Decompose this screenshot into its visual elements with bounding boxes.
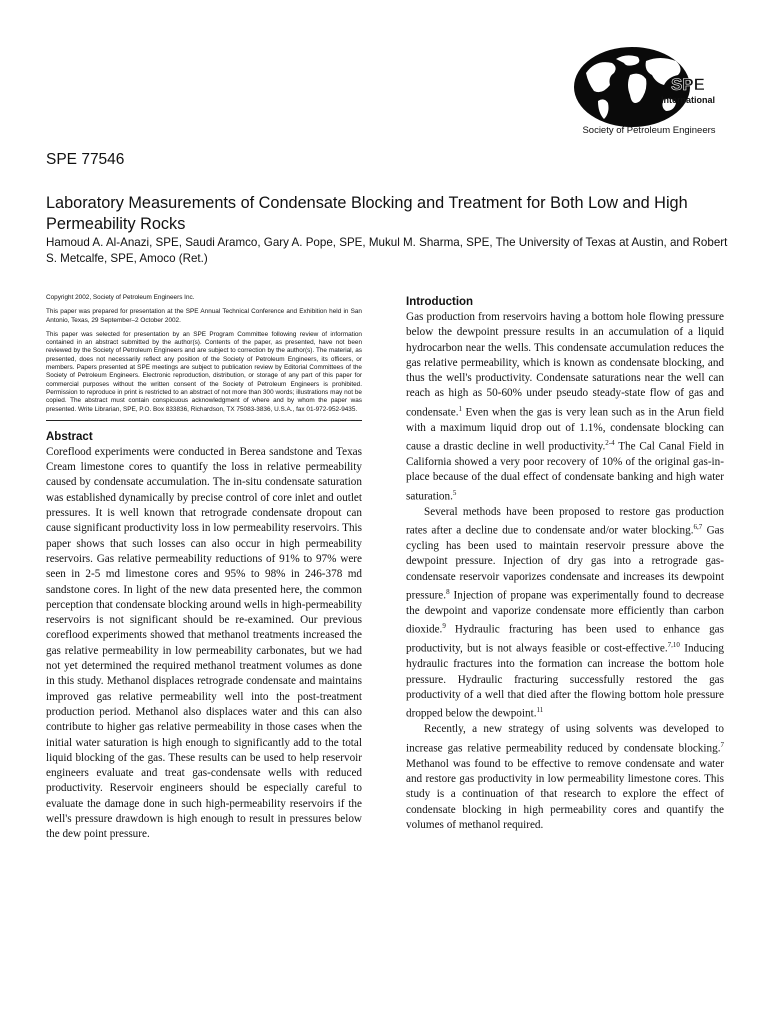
- introduction-paragraph-2: [406, 505, 724, 723]
- paper-number: SPE 77546: [46, 151, 125, 168]
- paragraph-text: Gas cycling has been used to maintain reservoir pressure above the dewpoint pressure. Injection of dry gas into a retrograde gas-condensate reservoir vaporizes condensate and increases its dewpoint pressure.: [406, 524, 724, 602]
- paragraph-text: Even when the gas is very lean such as in the Arun field with a maximum liquid drop out of 1.1%, condensate blocking can cause a drastic decline in well productivity.: [406, 406, 724, 453]
- copyright-notice: Copyright 2002, Society of Petroleum Engineers Inc.: [46, 294, 195, 301]
- reference-superscript: 2-4: [605, 439, 615, 448]
- logo-caption: Society of Petroleum Engineers: [582, 125, 716, 136]
- logo-subtitle: International: [660, 95, 716, 105]
- reference-superscript: 5: [452, 488, 457, 497]
- reference-superscript: 8: [446, 587, 450, 596]
- paragraph-text: Gas production from reservoirs having a bottom hole flowing pressure below the dewpoint pressure results in an accumulation of a liquid hydrocarbon near the wells. This condensate accumulation reduces the gas relative permeability, which is known as condensate blocking, and thus the well's productivity. Condensate saturations near the well can reach as high as 50-60% under pseudo steady-state flow of gas and condensate.: [406, 311, 724, 419]
- paragraph-text: The Cal Canal Field in California showed a very poor recovery of 10% of the original gas-in-place because of the dual effect of condensate banking and high water saturation.: [406, 440, 724, 503]
- reference-superscript: 9: [442, 622, 446, 631]
- reference-superscript: 1: [458, 404, 462, 413]
- paragraph-text: Inducing hydraulic fractures into the formation can increase the bottom hole pressure. Hydraulic fracturing successfully restored the gas productivity of a well that died after the flowing bottom hole pressure dropped below the dewpoint.: [406, 643, 724, 720]
- reference-superscript: 6,7: [693, 523, 703, 532]
- author-list: Hamoud A. Al-Anazi, SPE, Saudi Aramco, Gary A. Pope, SPE, Mukul M. Sharma, SPE, The University of Texas at Austin, and Robert S. Metcalfe, SPE, Amoco (Ret.): [46, 236, 728, 265]
- introduction-paragraph-3: [406, 722, 724, 833]
- paragraph-text: Methanol was found to be effective to remove condensate and water and restore gas productivity in low permeability limestone cores. This study is a continuation of that research to explore the effect of condensate blocking in high permeability cores and quantify the volumes of methanol required.: [406, 757, 724, 831]
- selection-note: This paper was selected for presentation by an SPE Program Committee following review of information contained in an abstract submitted by the author(s). Contents of the paper, as presented, have not been reviewed by the Society of Petroleum Engineers and are subject to correction by the author(s). The material, as presented, does not necessarily reflect any position of the Society of Petroleum Engineers, its officers, or members. Papers presented at SPE meetings are subject to publication review by Editorial Committees of the Society of Petroleum Engineers. Electronic reproduction, distribution, or storage of any part of this paper for commercial purposes without the written consent of the Society of Petroleum Engineers is prohibited. Permission to reproduce in print is restricted to an abstract of not more than 300 words; illustrations may not be copied. The abstract must contain conspicuous acknowledgment of where and by whom the paper was presented. Write Librarian, SPE, P.O. Box 833836, Richardson, TX 75083-3836, U.S.A., fax 01-972-952-9435.: [46, 330, 362, 413]
- left-column: [46, 294, 362, 843]
- abstract-heading: Abstract: [46, 430, 93, 443]
- paragraph-text: Injection of propane was experimentally found to decrease the dewpoint and vaporize condensate more efficiently than carbon dioxide.: [406, 589, 724, 637]
- logo-abbrev: SPE: [670, 75, 706, 94]
- right-column: [406, 296, 724, 833]
- preparation-note: This paper was prepared for presentation at the SPE Annual Technical Conference and Exhibition held in San Antonio, Texas, 29 September–2 October 2002.: [46, 308, 362, 324]
- reference-superscript: 11: [536, 706, 544, 715]
- introduction-heading: Introduction: [406, 296, 474, 308]
- paragraph-text: Hydraulic fracturing has been used to enhance gas productivity, but is not always feasible or cost-effective.: [406, 624, 724, 656]
- introduction-paragraph-1: [406, 310, 724, 505]
- abstract-text: Coreflood experiments were conducted in Berea sandstone and Texas Cream limestone cores to quantify the loss in relative permeability caused by condensate accumulation. The in-situ condensate saturation was established dynamically by precise control of core inlet and outlet pressures. It is well known that retrograde condensate dropout can cause significant productivity loss in low permeability reservoirs. This paper shows that such losses can also occur in high permeability reservoirs. Gas relative permeability reductions of 91% to 97% were seen in 2-5 md limestone cores and 95% to 98% in 246-378 md sandstone cores. In light of the new data presented here, the common perception that condensate blocking around wells in high-permeability reservoirs is not significant should be re-examined. Our previous coreflood experiments showed that methanol treatments increased the gas relative permeability in low permeability carbonates, but we had not yet determined the required methanol treatment volumes as done in this study. Methanol displaces retrograde condensate and maintains improved gas relative permeability well into the post-treatment production period. Methanol also displaces water and this can also contribute to higher gas relative permeability in those cases when the initial water saturation is high enough to significantly add to the total liquid blocking of the gas. These results can be used to help reservoir engineers evaluate and treat gas-condensate wells with reduced productivity. Reservoir engineers should be especially careful to evaluate the damage done in such high-permeability reservoirs if the well's pressure drawdown is high enough to result in pressures below the dew point pressure.: [46, 445, 362, 841]
- paragraph-text: Recently, a new strategy of using solvents was developed to increase gas relative permeability reduced by condensate blocking.: [406, 723, 724, 755]
- reference-superscript: 7: [720, 740, 724, 749]
- divider-rule: [46, 420, 362, 421]
- reference-superscript: 7,10: [667, 641, 680, 650]
- paper-title: Laboratory Measurements of Condensate Blocking and Treatment for Both Low and High Permeability Rocks: [46, 194, 688, 233]
- paragraph-text: Several methods have been proposed to restore gas production rates after a decline due to condensate and/or water blocking.: [406, 505, 724, 537]
